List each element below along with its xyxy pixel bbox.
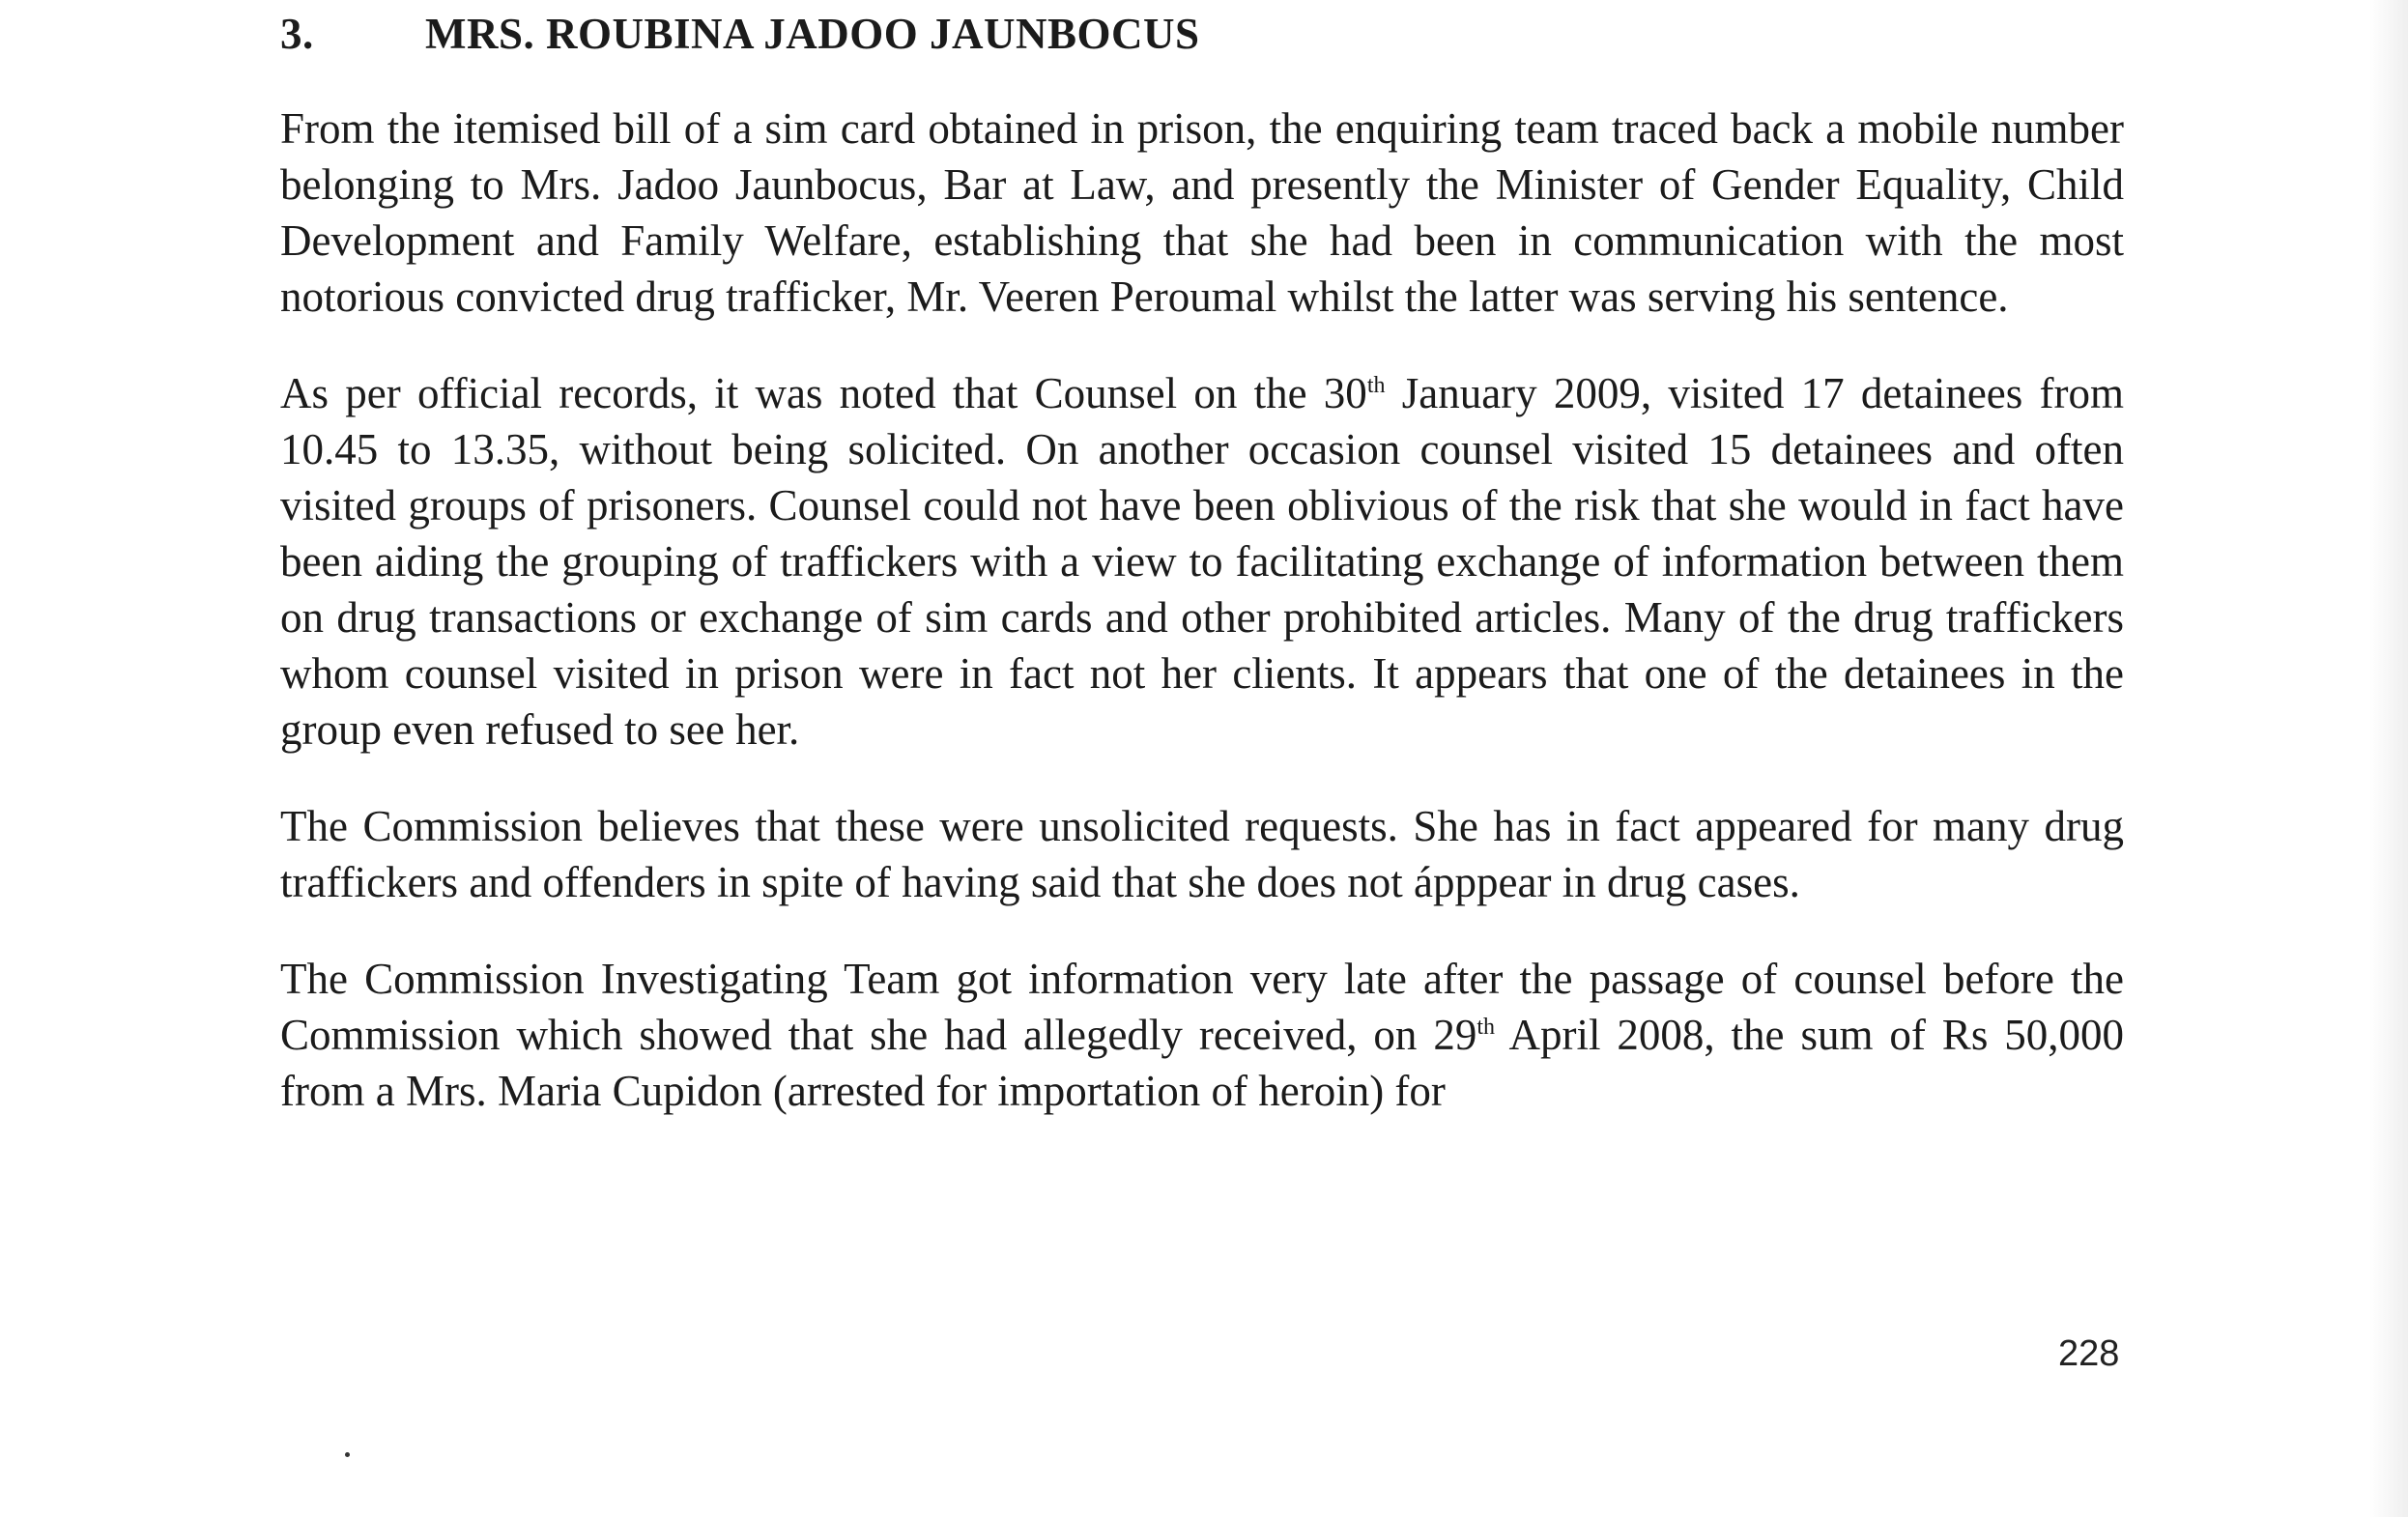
- ordinal-suffix: th: [1476, 1015, 1496, 1040]
- page-number: 228: [2058, 1333, 2120, 1374]
- paragraph-text: From the itemised bill of a sim card obtained in prison, the enquiring team traced back a mobile number belonging to Mrs. Jadoo Jaunbocus, Bar at Law, and presently the Minister of Gender Equality, Child Development and Family Welfare, establishing that she had been in communication with the most notorious convicted drug trafficker, Mr. Veeren Peroumal whilst the latter was serving his sentence.: [280, 104, 2124, 321]
- paragraph-text: The Commission Investigating Team got information very late after the passage of counsel before the Commission which showed that she had allegedly received, on 29: [280, 955, 2124, 1059]
- paragraph-text: January 2009, visited 17 detainees from 10.45 to 13.35, without being solicited. On another occasion counsel visited 15 detainees and often visited groups of prisoners. Counsel could not have been oblivious of the risk that she would in fact have been aiding the grouping of traffickers with a view to facilitating exchange of information between them on drug transactions or exchange of sim cards and other prohibited articles. Many of the drug traffickers whom counsel visited in prison were in fact not her clients. It appears that one of the detainees in the group even refused to see her.: [280, 369, 2124, 754]
- paragraph-commission-belief: [280, 798, 2124, 910]
- paragraph-text: April 2008, the sum of Rs 50,000 from a Mrs. Maria Cupidon (arrested for importation of heroin) for: [280, 1011, 2125, 1115]
- paragraph-sim-card: [280, 100, 2124, 325]
- paragraph-official-records: [280, 365, 2124, 758]
- paragraph-investigating-team: [280, 951, 2124, 1119]
- scan-speck: [345, 1452, 350, 1457]
- paragraph-text: The Commission believes that these were unsolicited requests. She has in fact appeared for many drug traffickers and offenders in spite of having said that she does not ápppear in drug cases.: [280, 802, 2124, 906]
- section-number: 3.: [280, 10, 314, 58]
- scan-edge-shadow: [2369, 0, 2408, 1517]
- paragraph-text: As per official records, it was noted that Counsel on the 30: [280, 369, 1367, 417]
- ordinal-suffix: th: [1366, 373, 1386, 398]
- section-title: MRS. ROUBINA JADOO JAUNBOCUS: [425, 10, 1200, 58]
- body-text: [280, 100, 2124, 1159]
- section-heading: [280, 8, 1200, 60]
